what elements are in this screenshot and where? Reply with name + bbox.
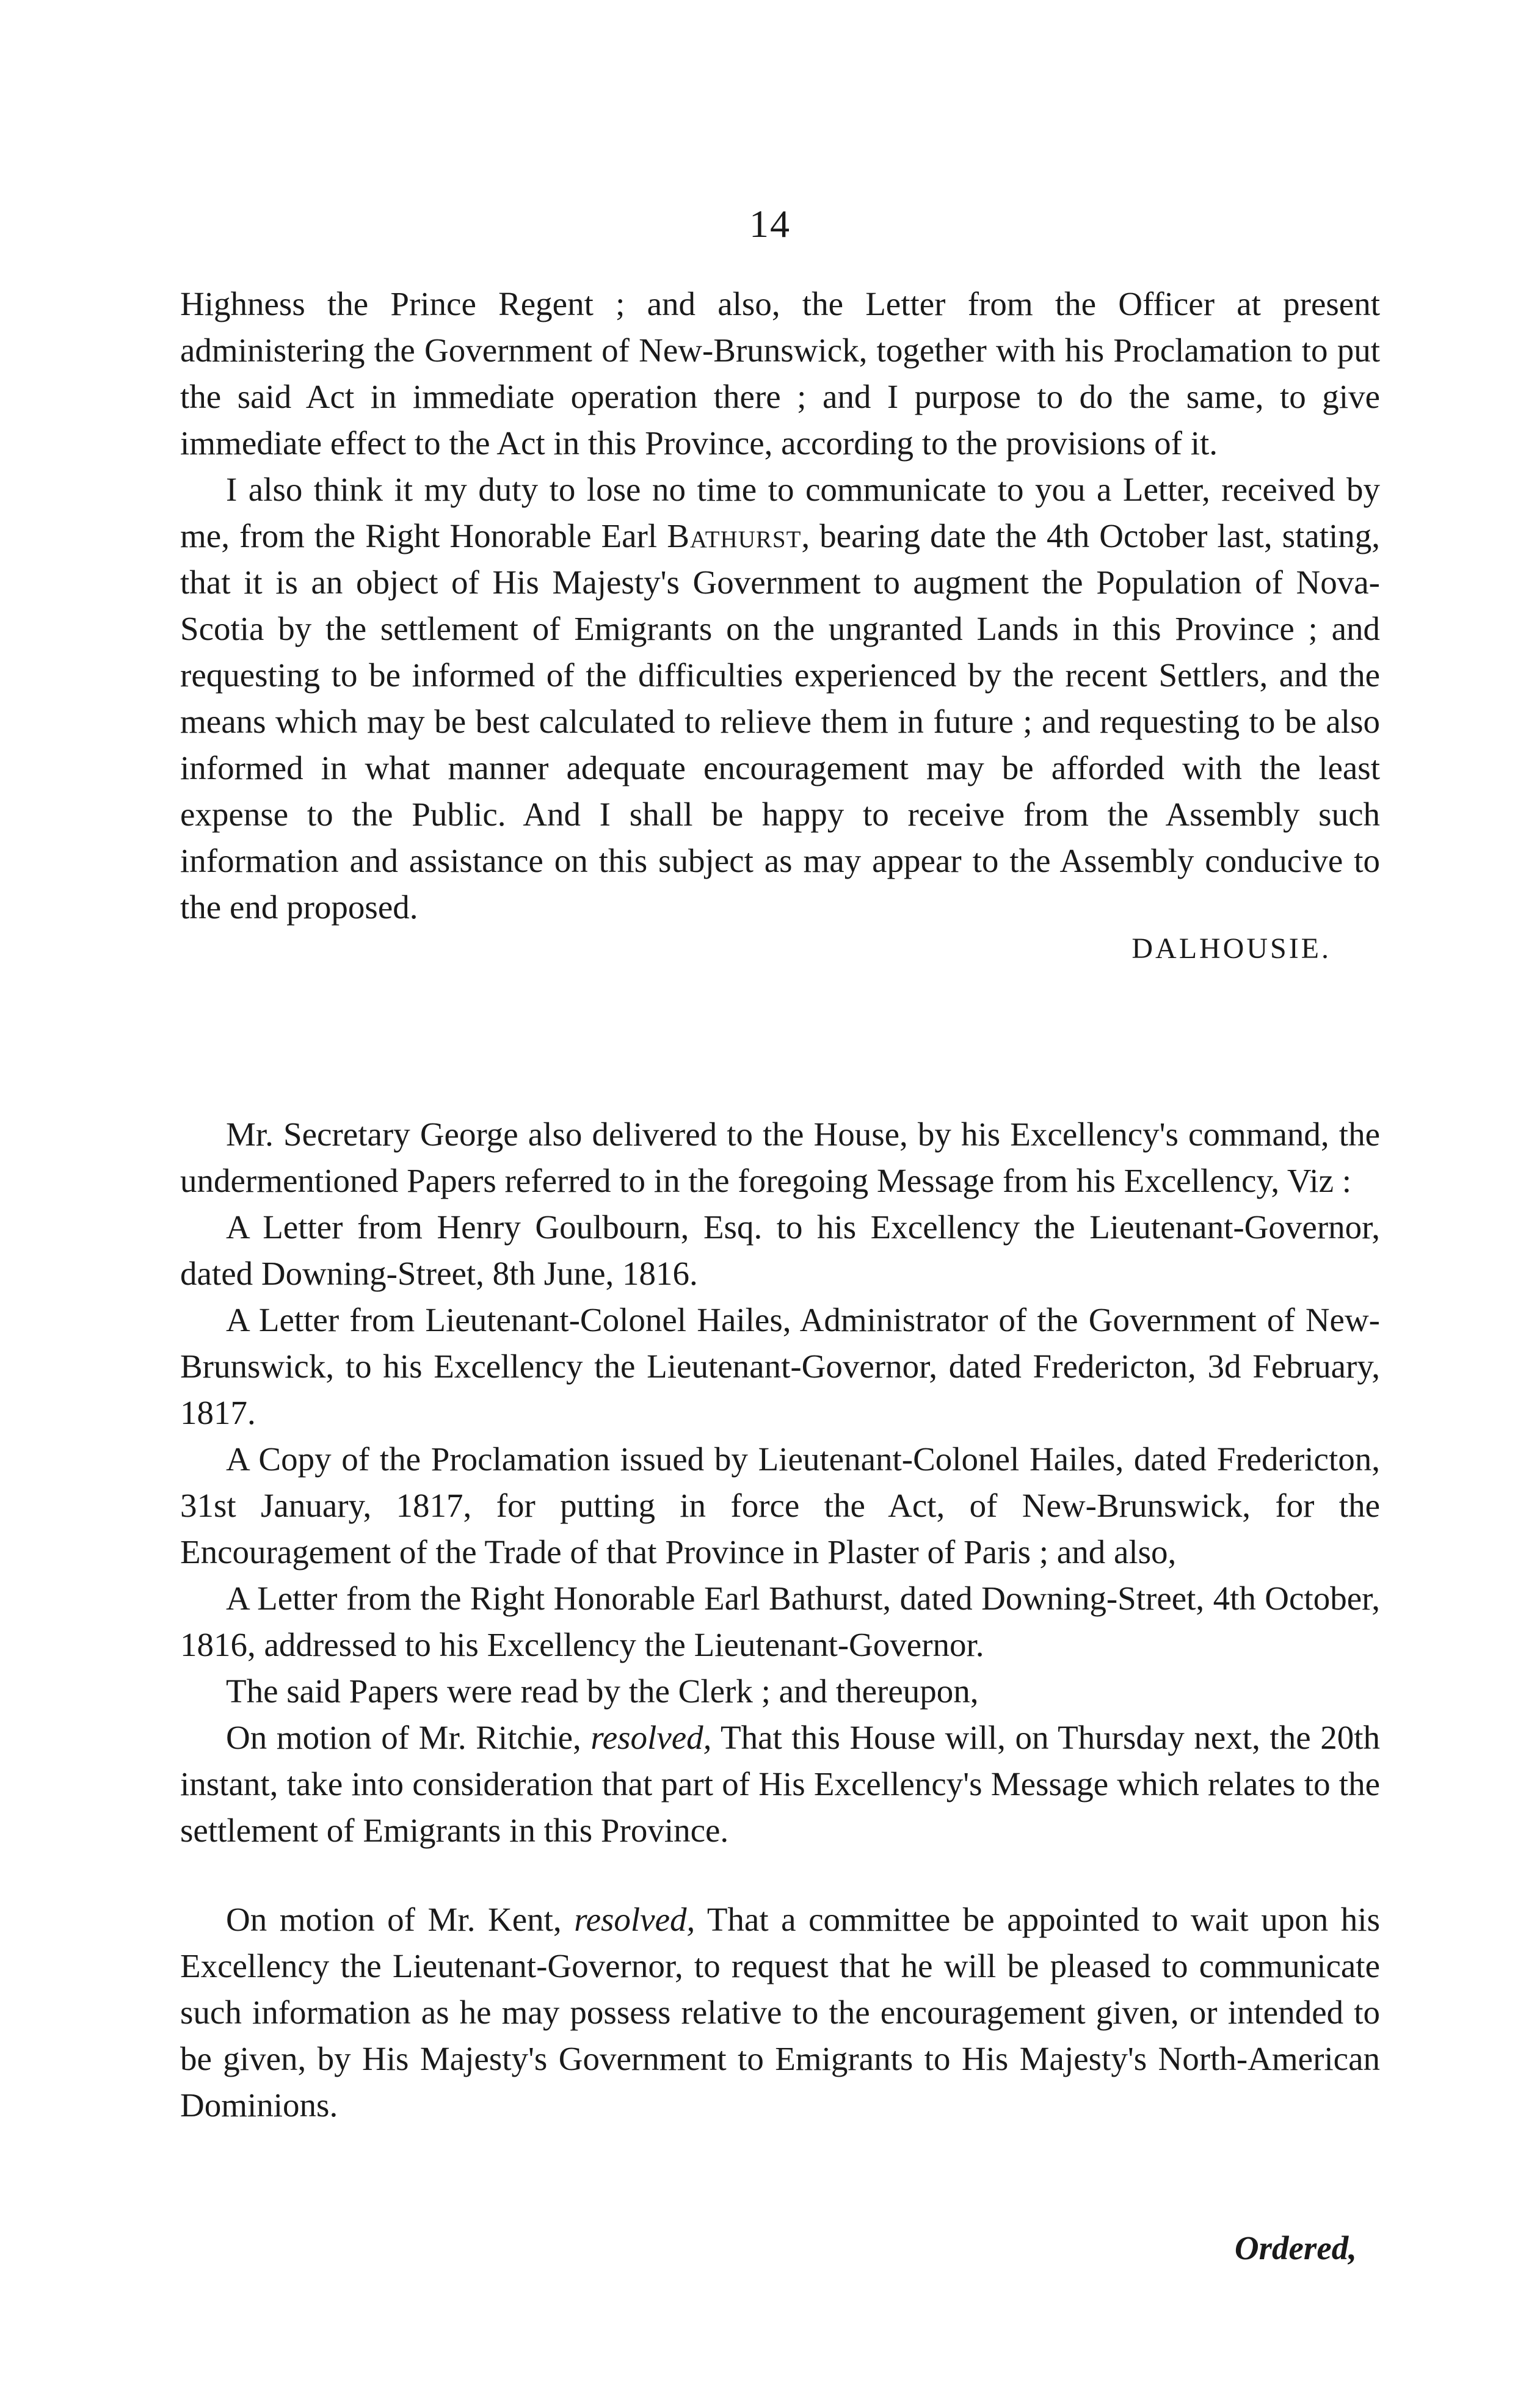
catchword: Ordered, [1234, 2229, 1357, 2267]
name-bathurst: Bathurst [667, 517, 802, 554]
paragraph-proclamation: A Copy of the Proclamation issued by Lieutenant-Colonel Hailes, dated Fredericton, 31st January, 1817, for putting in force the Act, of New-Brunswick, for the Encouragement of the Trade of that Province in Plaster of Paris ; and also, [180, 1440, 1380, 1570]
paragraph-letter-bathurst [180, 467, 1380, 931]
paragraph-part: , bearing date the 4th October last, stating, that it is an object of His Majesty's Government to augment the Population of Nova-Scotia by the settlement of Emigrants on the ungranted Lands in this Province ; and requesting to be informed of the difficulties experienced by the recent Settlers, and the means which may be best calculated to relieve them in future ; and requesting to be also informed in what manner adequate encouragement may be afforded with the least expense to the Public. And I shall be happy to receive from the Assembly such information and assistance on this subject as may appear to the Assembly conducive to the end proposed. [180, 517, 1380, 926]
resolved-italic: resolved, [574, 1901, 696, 1938]
paragraph-continuation: Highness the Prince Regent ; and also, the Letter from the Officer at present administering the Government of New-Brunswick, together with his Proclamation to put the said Act in immediate operation there ; and I purpose to do the same, to give immediate effect to the Act in this Province, according to the provisions of it. [180, 285, 1380, 462]
paragraph-ritchie-motion [180, 1715, 1380, 1854]
page-number: 14 [749, 202, 791, 245]
paragraph-bathurst-letter: A Letter from the Right Honorable Earl Bathurst, dated Downing-Street, 4th October, 1816, addressed to his Excellency the Lieutenant-Governor. [180, 1580, 1380, 1663]
paragraph-hailes-letter: A Letter from Lieutenant-Colonel Hailes, Administrator of the Government of New-Brunswick, to his Excellency the Lieutenant-Governor, dated Fredericton, 3d February, 1817. [180, 1301, 1380, 1431]
paragraph-part: That a committee be appointed to wait upon his Excellency the Lieutenant-Governor, to request that he will be pleased to communicate such information as he may possess relative to the encouragement given, or intended to be given, by His Majesty's Government to Emigrants to His Majesty's North-American Dominions. [180, 1901, 1380, 2124]
spacer [180, 1854, 1380, 1897]
paragraph-part: That this House will, on Thursday next, the 20th instant, take into consideration that part of His Excellency's Message which relates to the settlement of Emigrants in this Province. [180, 1719, 1380, 1849]
body-text-lower [180, 1111, 1380, 2129]
paragraph-secretary-george: Mr. Secretary George also delivered to the House, by his Excellency's command, the undermentioned Papers referred to in the foregoing Message from his Excellency, Viz : [180, 1116, 1380, 1199]
signature-dalhousie: DALHOUSIE. [1131, 932, 1331, 965]
resolved-italic: resolved, [590, 1719, 712, 1756]
paragraph-kent-motion [180, 1897, 1380, 2129]
paragraph-papers-read: The said Papers were read by the Clerk ; and thereupon, [226, 1672, 979, 1710]
body-text-upper [180, 281, 1380, 967]
paragraph-goulbourn-letter: A Letter from Henry Goulbourn, Esq. to his Excellency the Lieutenant-Governor, dated Downing-Street, 8th June, 1816. [180, 1208, 1380, 1292]
paragraph-part: On motion of Mr. Kent, [226, 1901, 575, 1938]
paragraph-part: I also think it my duty to lose no time to communicate to you a Letter, received by me, from the Right Honorable Earl [180, 471, 1380, 554]
paragraph-part: On motion of Mr. Ritchie, [226, 1719, 591, 1756]
